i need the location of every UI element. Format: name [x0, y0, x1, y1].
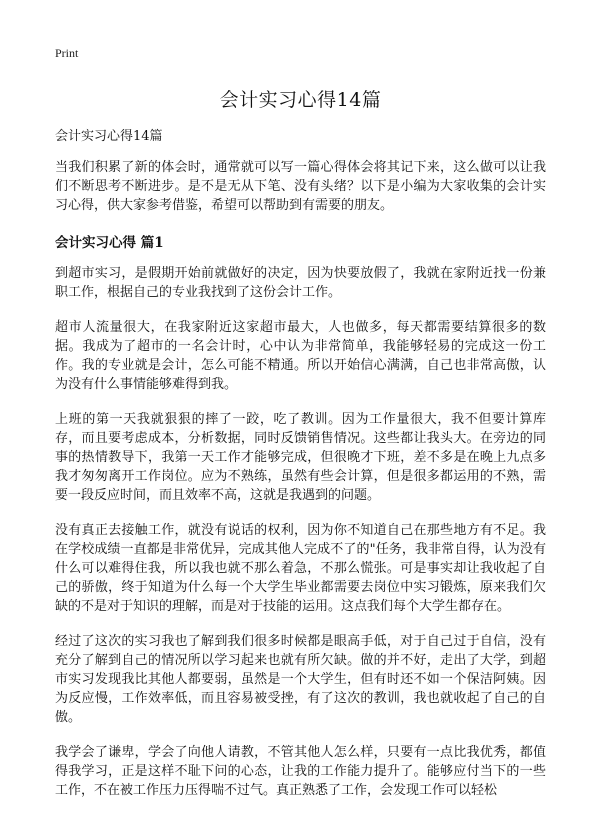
body-paragraph: 我学会了谦卑，学会了向他人请教，不管其他人怎么样，只要有一点比我优秀，都值得我学习，正是这样不耻下问的心态，让我的工作能力提升了。能够应付当下的一些工作，不在被工作压力压得喘不过气。真正熟悉了工作，会发现工作可以轻松 [55, 745, 546, 798]
section-heading: 会计实习心得 篇1 [55, 235, 164, 251]
body-paragraph: 没有真正去接触工作，就没有说话的权利，因为你不知道自己在那些地方有不足。我在学校成绩一直都是非常优异，完成其他人完成不了的"任务，我非常自得，认为没有什么可以难得住我，所以我也就不那么着急，不那么慌张。可是事实却让我收起了自己的骄傲，终于知道为什么每一个大学生毕业都需要去岗位中实习锻炼，原来我们欠缺的不是对于知识的理解，而是对于技能的运用。这点我们每个大学生都存在。 [55, 523, 546, 614]
intro-paragraph: 当我们积累了新的体会时，通常就可以写一篇心得体会将其记下来，这么做可以让我们不断思考不断进步。是不是无从下笔、没有头绪？以下是小编为大家收集的会计实习心得，供大家参考借鉴，希望可以帮助到有需要的朋友。 [55, 160, 546, 213]
article-body [55, 264, 546, 800]
body-paragraph: 超市人流量很大，在我家附近这家超市最大，人也做多，每天都需要结算很多的数据。我成为了超市的一名会计时，心中认为非常简单，我能够轻易的完成这一份工作。我的专业就是会计，怎么可能不精通。所以开始信心满满，自己也非常高傲，认为没有什么事情能够难得到我。 [55, 320, 546, 392]
print-label: Print [55, 46, 79, 60]
body-paragraph: 上班的第一天我就狠狠的摔了一跤，吃了教训。因为工作量很大，我不但要计算库存，而且要考虑成本，分析数据，同时反馈销售情况。这些都让我头大。在旁边的同事的热情教导下，我第一天工作才能够完成，但很晚才下班，差不多是在晚上九点多我才匆匆离开工作岗位。应为不熟练，虽然有些会计算，但是很多都运用的不熟，需要一段反应时间，而且效率不高，这就是我遇到的问题。 [55, 412, 546, 503]
body-paragraph: 经过了这次的实习我也了解到我们很多时候都是眼高手低，对于自己过于自信，没有充分了解到自己的情况所以学习起来也就有所欠缺。做的并不好，走出了大学，到超市实习发现我比其他人都要弱，虽然是一个大学生，但有时还不如一个保洁阿姨。因为反应慢，工作效率低，而且容易被受挫，有了这次的教训，我也就收起了自己的自傲。 [55, 634, 546, 725]
body-paragraph: 到超市实习，是假期开始前就做好的决定，因为快要放假了，我就在家附近找一份兼职工作，根据自己的专业我找到了这份会计工作。 [55, 266, 546, 300]
document-subtitle: 会计实习心得14篇 [55, 129, 163, 144]
page-title: 会计实习心得14篇 [219, 89, 382, 111]
